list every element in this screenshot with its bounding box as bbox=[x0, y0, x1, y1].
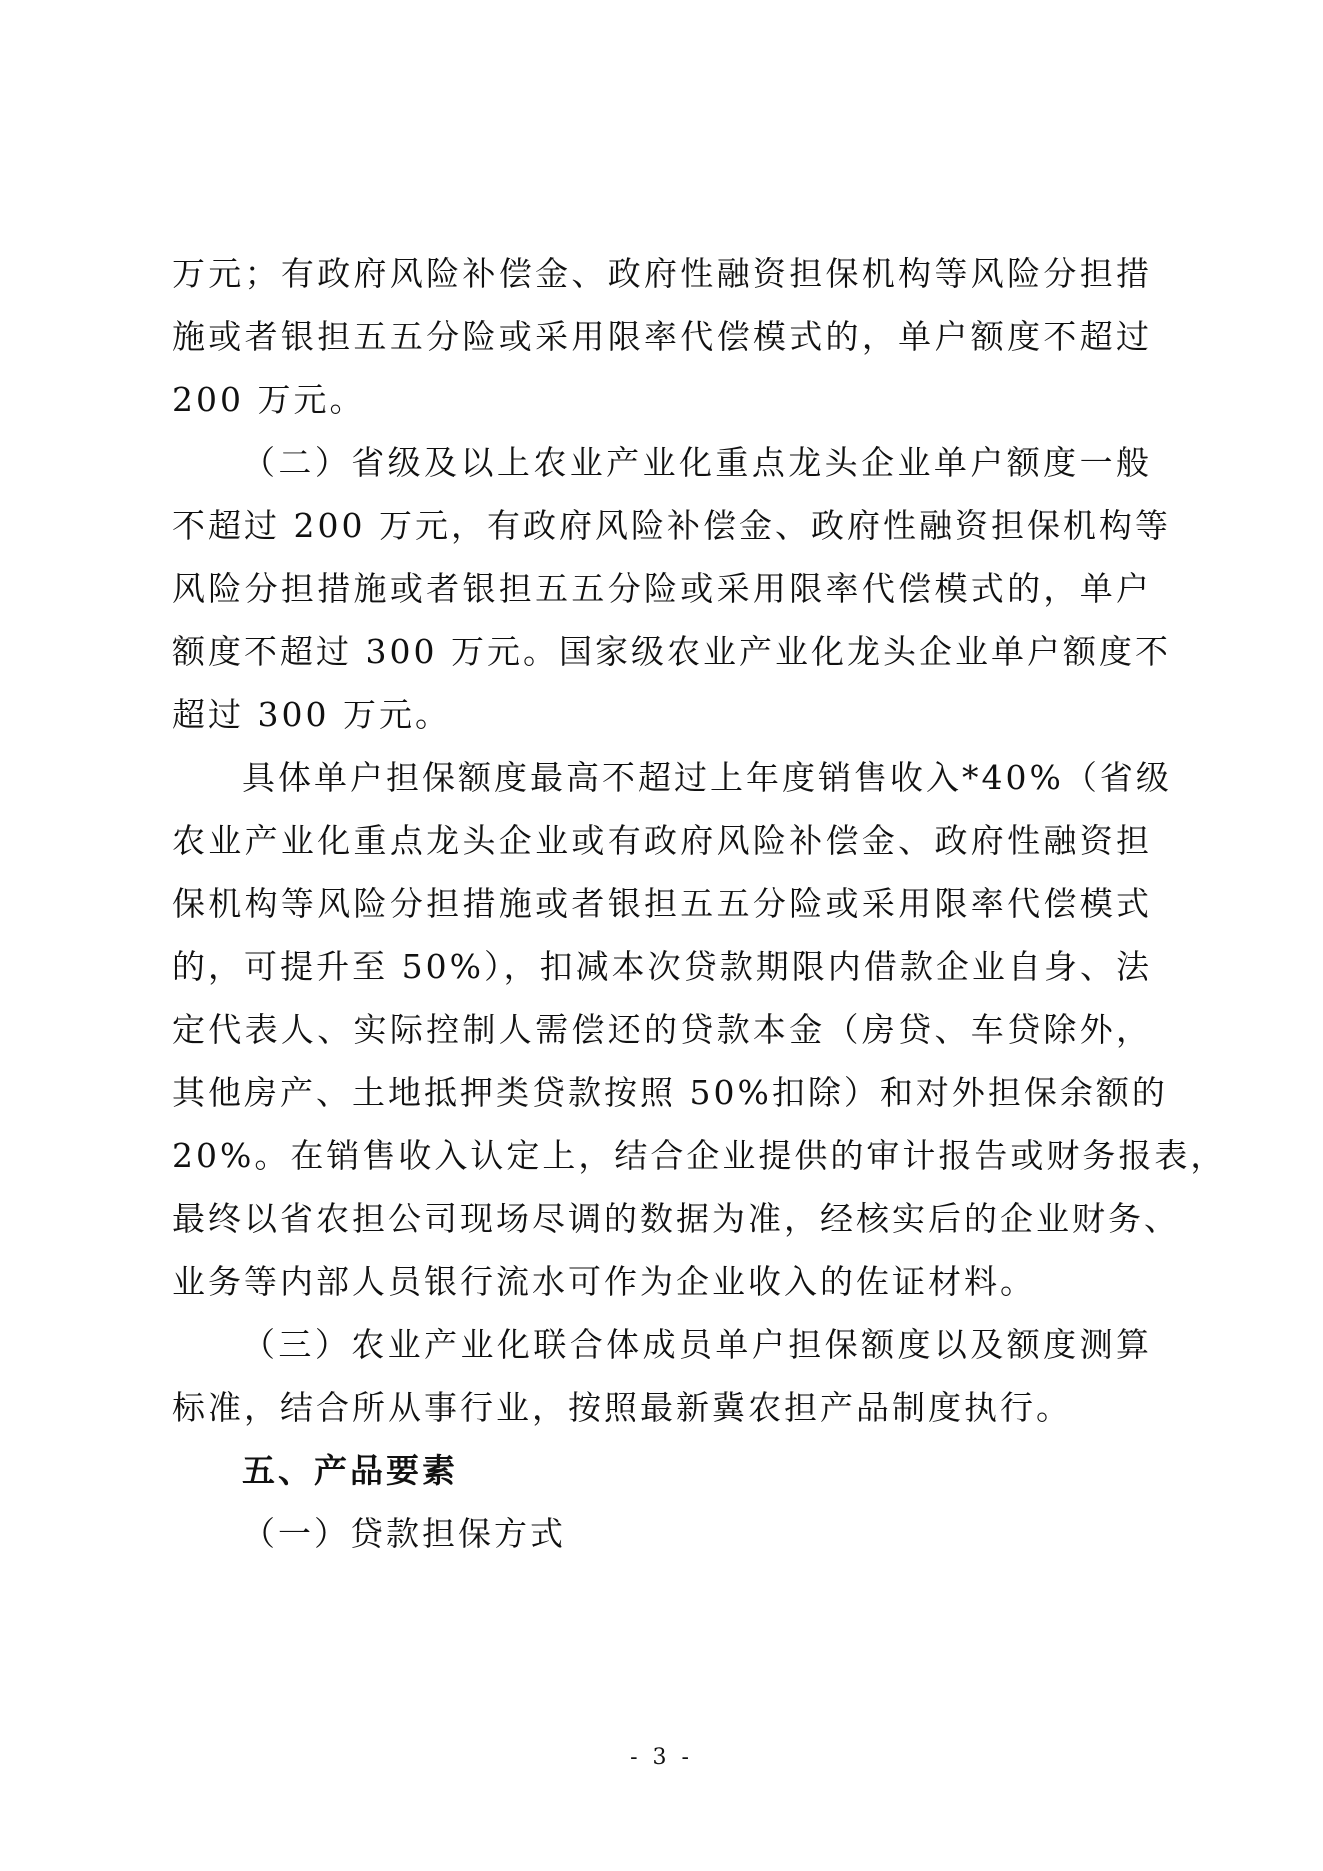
paragraph-line: 定代表人、实际控制人需偿还的贷款本金（房贷、车贷除外， bbox=[172, 1010, 1152, 1049]
paragraph-line: 业务等内部人员银行流水可作为企业收入的佐证材料。 bbox=[172, 1262, 1036, 1301]
paragraph-line: 农业产业化重点龙头企业或有政府风险补偿金、政府性融资担 bbox=[172, 821, 1152, 860]
paragraph-line: 风险分担措施或者银担五五分险或采用限率代偿模式的，单户 bbox=[172, 569, 1152, 608]
paragraph-line: 超过 300 万元。 bbox=[172, 695, 451, 734]
subsection-heading: （一）贷款担保方式 bbox=[242, 1514, 566, 1553]
paragraph-line: 万元；有政府风险补偿金、政府性融资担保机构等风险分担措 bbox=[172, 254, 1152, 293]
paragraph-line: 施或者银担五五分险或采用限率代偿模式的，单户额度不超过 bbox=[172, 317, 1152, 356]
paragraph-line: 标准，结合所从事行业，按照最新冀农担产品制度执行。 bbox=[172, 1388, 1072, 1427]
paragraph-line: 不超过 200 万元，有政府风险补偿金、政府性融资担保机构等 bbox=[172, 506, 1171, 545]
paragraph-line: 其他房产、土地抵押类贷款按照 50%扣除）和对外担保余额的 bbox=[172, 1073, 1168, 1112]
paragraph-line: 200 万元。 bbox=[172, 380, 366, 419]
paragraph-line: （三）农业产业化联合体成员单户担保额度以及额度测算 bbox=[242, 1325, 1152, 1364]
paragraph-line: 的，可提升至 50%），扣减本次贷款期限内借款企业自身、法 bbox=[172, 947, 1152, 986]
section-heading: 五、产品要素 bbox=[242, 1451, 458, 1490]
paragraph-line: 最终以省农担公司现场尽调的数据为准，经核实后的企业财务、 bbox=[172, 1199, 1180, 1238]
paragraph-line: 20%。在销售收入认定上，结合企业提供的审计报告或财务报表， bbox=[172, 1136, 1227, 1175]
document-body bbox=[172, 242, 1227, 1565]
paragraph-line: （二）省级及以上农业产业化重点龙头企业单户额度一般 bbox=[242, 443, 1152, 482]
paragraph-line: 保机构等风险分担措施或者银担五五分险或采用限率代偿模式 bbox=[172, 884, 1152, 923]
paragraph-line: 额度不超过 300 万元。国家级农业产业化龙头企业单户额度不 bbox=[172, 632, 1171, 671]
paragraph-line: 具体单户担保额度最高不超过上年度销售收入*40%（省级 bbox=[242, 758, 1172, 797]
page-number: - 3 - bbox=[630, 1745, 693, 1770]
